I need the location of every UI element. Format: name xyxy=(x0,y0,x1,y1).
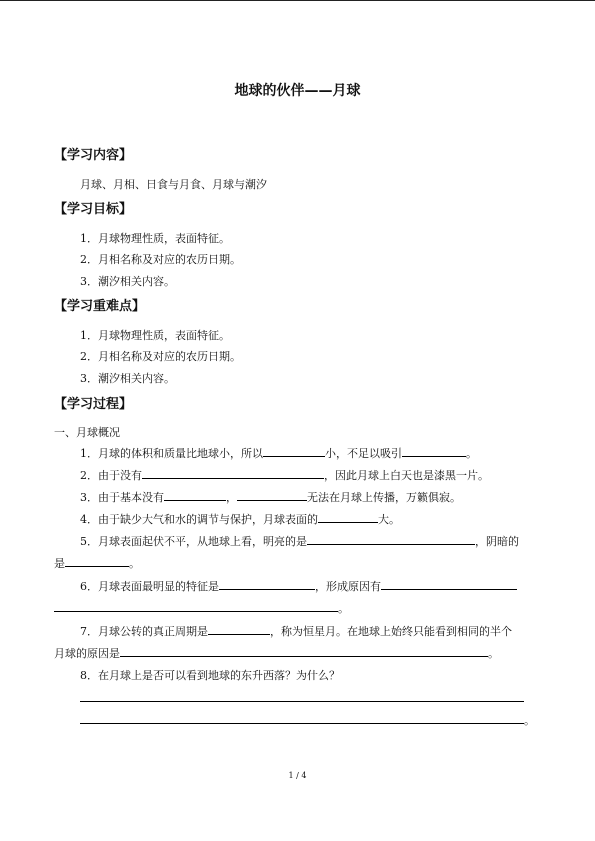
answer-blank[interactable] xyxy=(402,445,466,457)
heading-process: 【学习过程】 xyxy=(54,397,133,412)
answer-blank[interactable] xyxy=(381,578,517,590)
heading-goals: 【学习目标】 xyxy=(54,202,133,217)
keypoint-item-1: 1．月球物理性质，表面特征。 xyxy=(80,329,230,342)
goal-item-1: 1．月球物理性质，表面特征。 xyxy=(80,232,230,245)
heading-content: 【学习内容】 xyxy=(54,148,133,163)
question-2: 2．由于没有 ，因此月球上白天也是漆黑一片。 xyxy=(80,469,489,482)
question-6-cont: 。 xyxy=(54,600,349,616)
top-border xyxy=(0,0,595,1)
question-7: 7．月球公转的真正周期是 ，称为恒星月。在地球上始终只能看到相同的半个 xyxy=(80,625,512,638)
question-1: 1．月球的体积和质量比地球小，所以 小，不足以吸引 。 xyxy=(80,447,477,460)
answer-blank[interactable] xyxy=(208,623,270,635)
question-8: 8．在月球上是否可以看到地球的东升西落？为什么？ xyxy=(80,669,340,682)
goal-item-3: 3．潮汐相关内容。 xyxy=(80,275,175,288)
question-5: 5．月球表面起伏不平，从地球上看，明亮的是 ，阴暗的 xyxy=(80,535,519,548)
answer-blank[interactable] xyxy=(164,489,226,501)
answer-blank[interactable] xyxy=(80,712,524,724)
answer-blank[interactable] xyxy=(263,445,325,457)
answer-blank[interactable] xyxy=(318,511,378,523)
keypoint-item-2: 2．月相名称及对应的农历日期。 xyxy=(80,350,241,363)
process-subheading: 一、月球概况 xyxy=(54,426,120,439)
goal-item-2: 2．月相名称及对应的农历日期。 xyxy=(80,253,241,266)
question-3: 3．由于基本没有 ， 无法在月球上传播，万籁俱寂。 xyxy=(80,491,461,504)
answer-blank[interactable] xyxy=(142,467,324,479)
keypoint-item-3: 3．潮汐相关内容。 xyxy=(80,372,175,385)
question-8-answer-line-2: 。 xyxy=(80,712,535,728)
page-number: 1 / 4 xyxy=(288,771,307,780)
heading-keypoints: 【学习重难点】 xyxy=(54,299,146,314)
answer-blank[interactable] xyxy=(219,578,315,590)
question-8-answer-line-1 xyxy=(80,690,524,705)
question-7-cont: 月球的原因是 。 xyxy=(54,647,499,660)
question-4: 4．由于缺少大气和水的调节与保护，月球表面的 大。 xyxy=(80,513,400,526)
answer-blank[interactable] xyxy=(307,533,475,545)
answer-blank[interactable] xyxy=(54,600,338,612)
page-title: 地球的伙伴——月球 xyxy=(234,83,361,99)
question-6: 6．月球表面最明显的特征是 ，形成原因有 xyxy=(80,578,517,594)
content-text: 月球、月相、日食与月食、月球与潮汐 xyxy=(80,178,267,191)
answer-blank[interactable] xyxy=(237,489,307,501)
answer-blank[interactable] xyxy=(80,690,524,702)
question-5-cont: 是 。 xyxy=(54,557,140,570)
answer-blank[interactable] xyxy=(65,555,129,567)
answer-blank[interactable] xyxy=(120,645,488,657)
